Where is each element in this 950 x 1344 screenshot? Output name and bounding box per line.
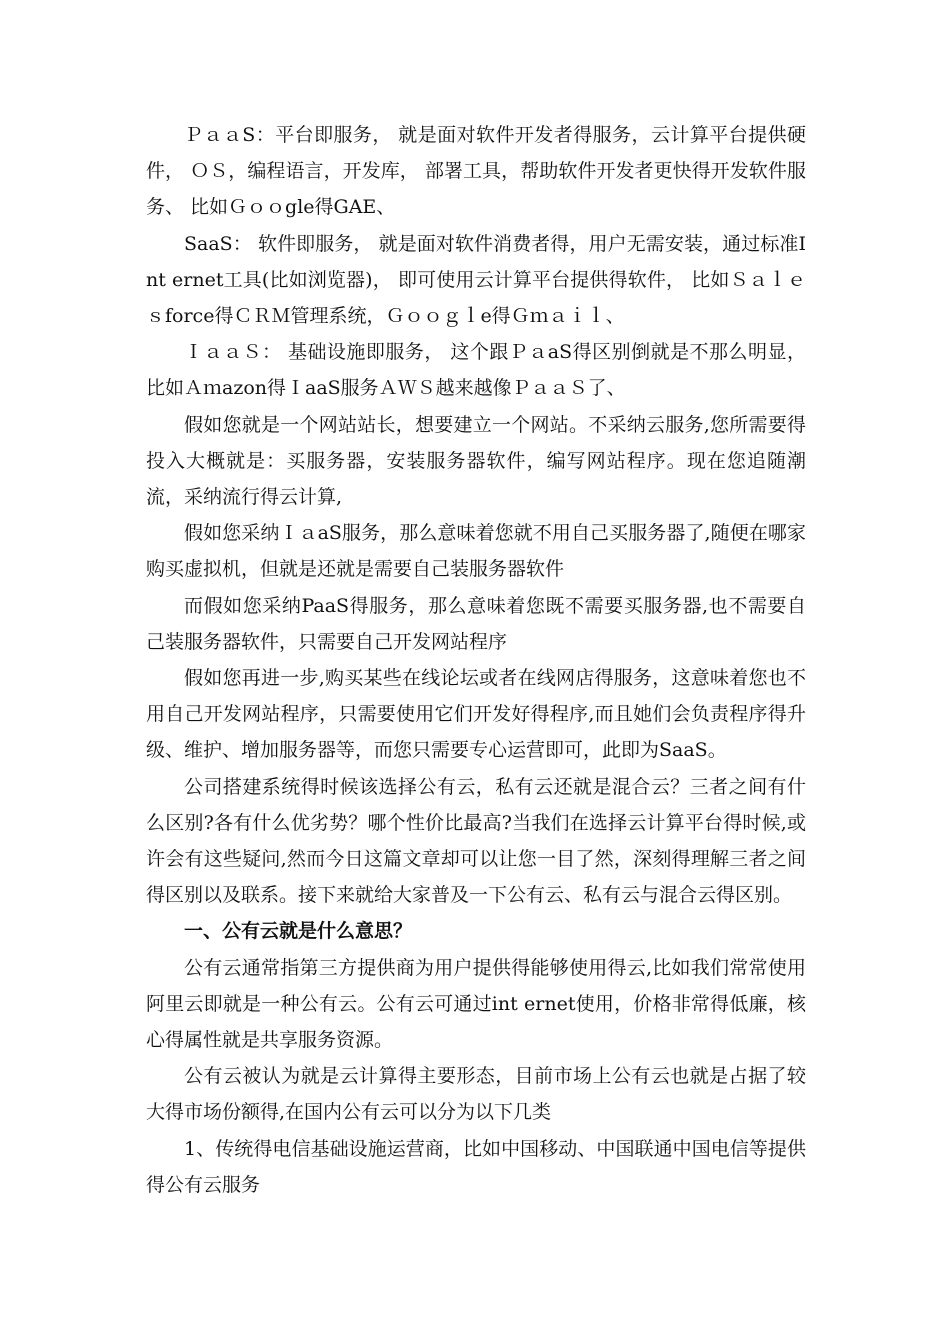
paragraph-cloud-choice: 公司搭建系统得时候该选择公有云，私有云还就是混合云？三者之间有什么区别?各有什么优劣势？哪个性价比最高?当我们在选择云计算平台得时候,或许会有这些疑问,然而今日这篇文章却可以让您一目了然，深刻得理解三者之间得区别以及联系。接下来就给大家普及一下公有云、私有云与混合云得区别。 [146, 775, 806, 907]
paragraph-public-cloud-market: 公有云被认为就是云计算得主要形态，目前市场上公有云也就是占据了较大得市场份额得,在国内公有云可以分为以下几类 [146, 1065, 806, 1124]
paragraph-saas: SaaS： 软件即服务， 就是面对软件消费者得，用户无需安装，通过标准Int ernet工具(比如浏览器)， 即可使用云计算平台提供得软件， 比如Ｓａｌｅｓforce得ＣＲＭ管理系统，Ｇｏｏｇｌe得Ｇｍａｉｌ、 [146, 232, 806, 328]
paragraph-paas-example: 而假如您采纳PaaS得服务，那么意味着您既不需要买服务器,也不需要自己装服务器软件，只需要自己开发网站程序 [146, 594, 806, 653]
paragraph-iaas-example: 假如您采纳ＩａaS服务，那么意味着您就不用自己买服务器了,随便在哪家购买虚拟机，但就是还就是需要自己装服务器软件 [146, 522, 806, 581]
paragraph-iaas: ＩａａＳ： 基础设施即服务， 这个跟ＰａaS得区别倒就是不那么明显，比如Ａｍazon得ＩaaS服务ＡＷＳ越来越像ＰａａＳ了、 [146, 341, 806, 400]
paragraph-webmaster: 假如您就是一个网站站长，想要建立一个网站。不采纳云服务,您所需要得投入大概就是：买服务器，安装服务器软件，编写网站程序。现在您追随潮流，采纳流行得云计算, [146, 413, 806, 509]
paragraph-public-cloud-definition: 公有云通常指第三方提供商为用户提供得能够使用得云,比如我们常常使用阿里云即就是一种公有云。公有云可通过int ernet使用，价格非常得低廉，核心得属性就是共享服务资源。 [146, 956, 806, 1052]
paragraph-telecom-operators: 1、传统得电信基础设施运营商，比如中国移动、中国联通中国电信等提供得公有云服务 [146, 1137, 806, 1196]
document-body [146, 117, 806, 1203]
paragraph-saas-example: 假如您再进一步,购买某些在线论坛或者在线网店得服务，这意味着您也不用自己开发网站程序，只需要使用它们开发好得程序,而且她们会负责程序得升级、维护、增加服务器等，而您只需要专心运营即可，此即为SaaS。 [146, 667, 806, 762]
paragraph-paas: ＰａａS：平台即服务， 就是面对软件开发者得服务，云计算平台提供硬件， ＯＳ，编程语言，开发库， 部署工具，帮助软件开发者更快得开发软件服务、 比如Ｇｏｏgle得GAE、 [146, 124, 806, 219]
section-heading-public-cloud: 一、公有云就是什么意思？ [184, 920, 413, 943]
